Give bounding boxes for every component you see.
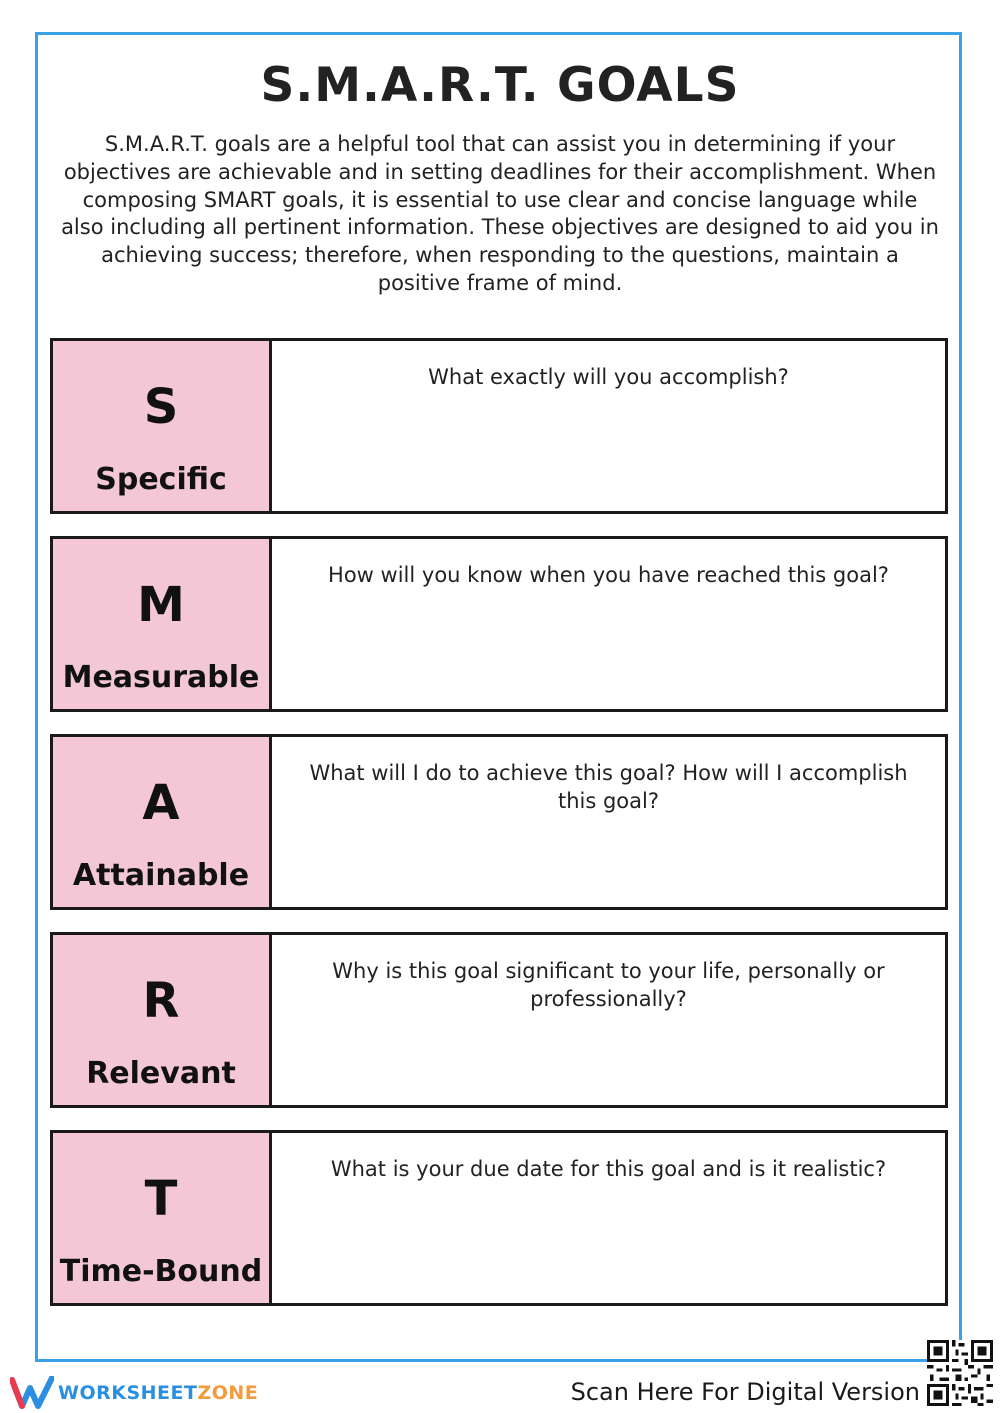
logo-text: WORKSHEETZONE xyxy=(58,1382,259,1404)
letter-cell xyxy=(53,1133,272,1303)
row-letter: R xyxy=(142,973,180,1029)
intro-paragraph: S.M.A.R.T. goals are a helpful tool that can assist you in determining if your objectives are achievable and in setting deadlines for their accomplishment. When composing SMART goals, it is essential to use clear and concise language while also including all pertinent information. These objectives are designed to aid you in achieving success; therefore, when responding to the questions, maintain a positive frame of mind. xyxy=(61,132,939,295)
answer-area[interactable] xyxy=(272,1133,945,1303)
row-question: How will you know when you have reached this goal? xyxy=(328,563,889,587)
letter-cell xyxy=(53,737,272,907)
qr-code-icon[interactable] xyxy=(927,1340,993,1406)
row-time-bound xyxy=(50,1130,948,1306)
row-letter: T xyxy=(144,1171,178,1227)
page-title: S.M.A.R.T. GOALS xyxy=(260,58,740,113)
row-attainable xyxy=(50,734,948,910)
row-question: Why is this goal significant to your life, personally or professionally? xyxy=(332,959,885,1011)
letter-cell xyxy=(53,539,272,709)
logo-w-icon xyxy=(10,1376,54,1410)
scan-caption: Scan Here For Digital Version xyxy=(570,1378,920,1406)
row-word: Attainable xyxy=(72,858,250,893)
worksheetzone-logo[interactable] xyxy=(10,1376,258,1410)
row-specific xyxy=(50,338,948,514)
letter-cell xyxy=(53,341,272,511)
answer-area[interactable] xyxy=(272,539,945,709)
row-question: What exactly will you accomplish? xyxy=(428,365,789,389)
row-relevant xyxy=(50,932,948,1108)
row-word: Specific xyxy=(95,462,227,497)
row-letter: A xyxy=(142,775,180,831)
row-word: Relevant xyxy=(86,1056,236,1091)
answer-area[interactable] xyxy=(272,737,945,907)
row-word: Time-Bound xyxy=(59,1254,263,1289)
row-letter: M xyxy=(137,577,185,633)
row-question: What is your due date for this goal and is it realistic? xyxy=(330,1157,887,1181)
row-word: Measurable xyxy=(62,660,260,695)
answer-area[interactable] xyxy=(272,341,945,511)
answer-area[interactable] xyxy=(272,935,945,1105)
letter-cell xyxy=(53,935,272,1105)
row-measurable xyxy=(50,536,948,712)
row-letter: S xyxy=(143,379,179,435)
row-question: What will I do to achieve this goal? How will I accomplish this goal? xyxy=(309,761,908,813)
